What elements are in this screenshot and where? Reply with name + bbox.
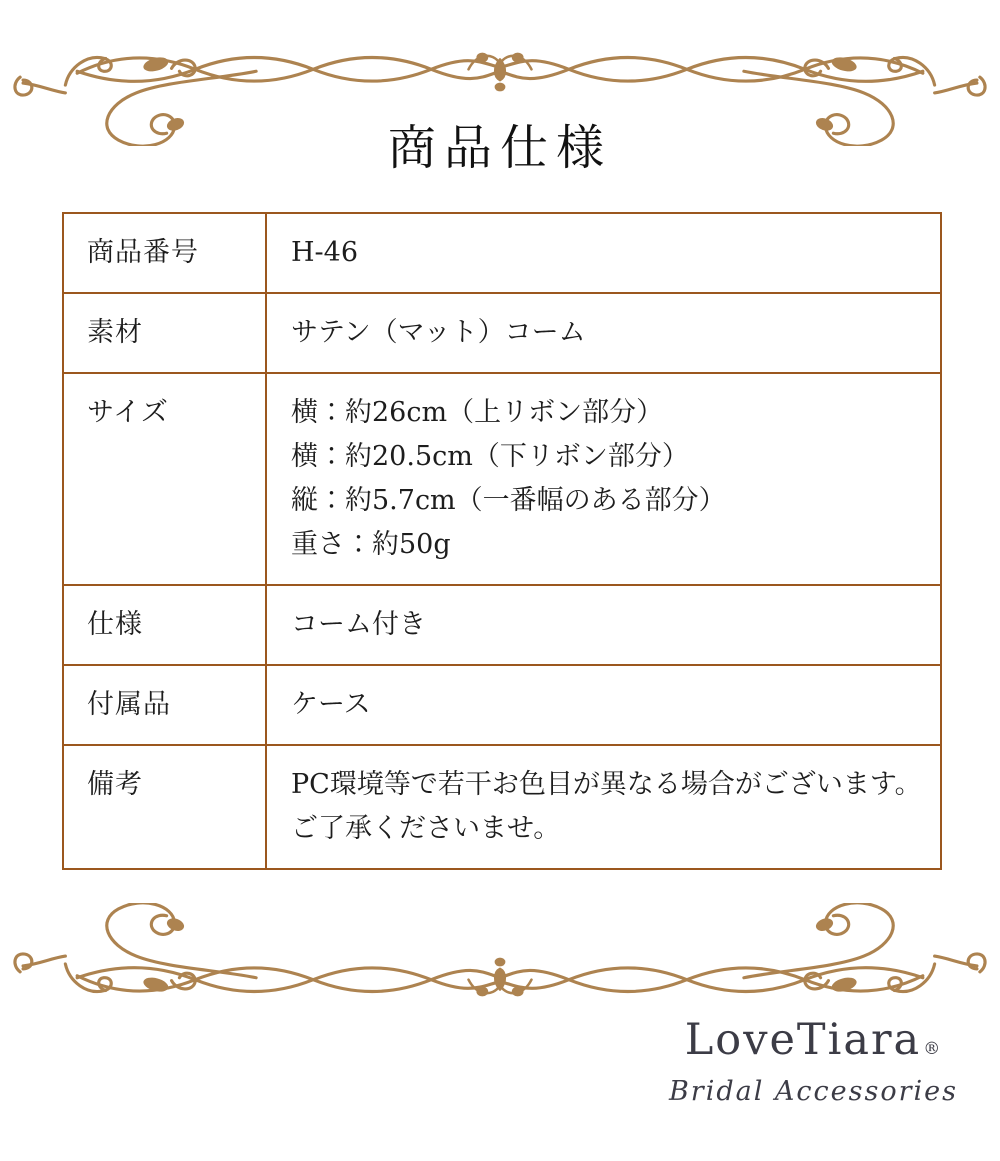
spec-value (266, 293, 941, 373)
page-title: 商品仕様 (387, 120, 612, 176)
spec-value-line: 横：約26cm（上リボン部分） (291, 397, 664, 428)
spec-label: 付属品 (63, 665, 266, 745)
brand-logo (669, 1016, 958, 1108)
flourish-center-motif (469, 53, 532, 92)
spec-value-line: H-46 (291, 237, 359, 268)
spec-value-line: ご了承くださいませ。 (291, 813, 561, 844)
spec-row (63, 585, 941, 665)
spec-value-line: 重さ：約50g (291, 529, 451, 560)
spec-value (266, 745, 941, 869)
brand-name (669, 1016, 958, 1073)
spec-table (62, 212, 942, 870)
spec-value-line: PC環境等で若干お色目が異なる場合がございます。 (291, 769, 922, 800)
spec-label: 備考 (63, 745, 266, 869)
spec-row (63, 293, 941, 373)
spec-value-line: ケース (291, 689, 371, 720)
spec-value-line: サテン（マット）コーム (291, 317, 586, 348)
spec-label: サイズ (63, 373, 266, 585)
spec-row (63, 373, 941, 585)
spec-row (63, 665, 941, 745)
spec-value-line: 縦：約5.7cm（一番幅のある部分） (291, 485, 726, 516)
spec-value (266, 373, 941, 585)
registered-trademark-icon: ® (923, 1039, 943, 1059)
spec-label: 商品番号 (63, 213, 266, 293)
spec-value (266, 585, 941, 665)
spec-row (63, 745, 941, 869)
ornamental-swirl-divider-bottom-icon (8, 903, 992, 1021)
brand-name-text: LoveTiara (684, 1015, 922, 1065)
brand-tagline: Bridal Accessories (668, 1076, 958, 1107)
spec-label: 素材 (63, 293, 266, 373)
spec-value-line: 横：約20.5cm（下リボン部分） (291, 441, 689, 472)
spec-value (266, 213, 941, 293)
spec-value (266, 665, 941, 745)
spec-value-line: コーム付き (291, 609, 426, 640)
spec-label: 仕様 (63, 585, 266, 665)
spec-row (63, 213, 941, 293)
spec-table-body (63, 213, 941, 869)
